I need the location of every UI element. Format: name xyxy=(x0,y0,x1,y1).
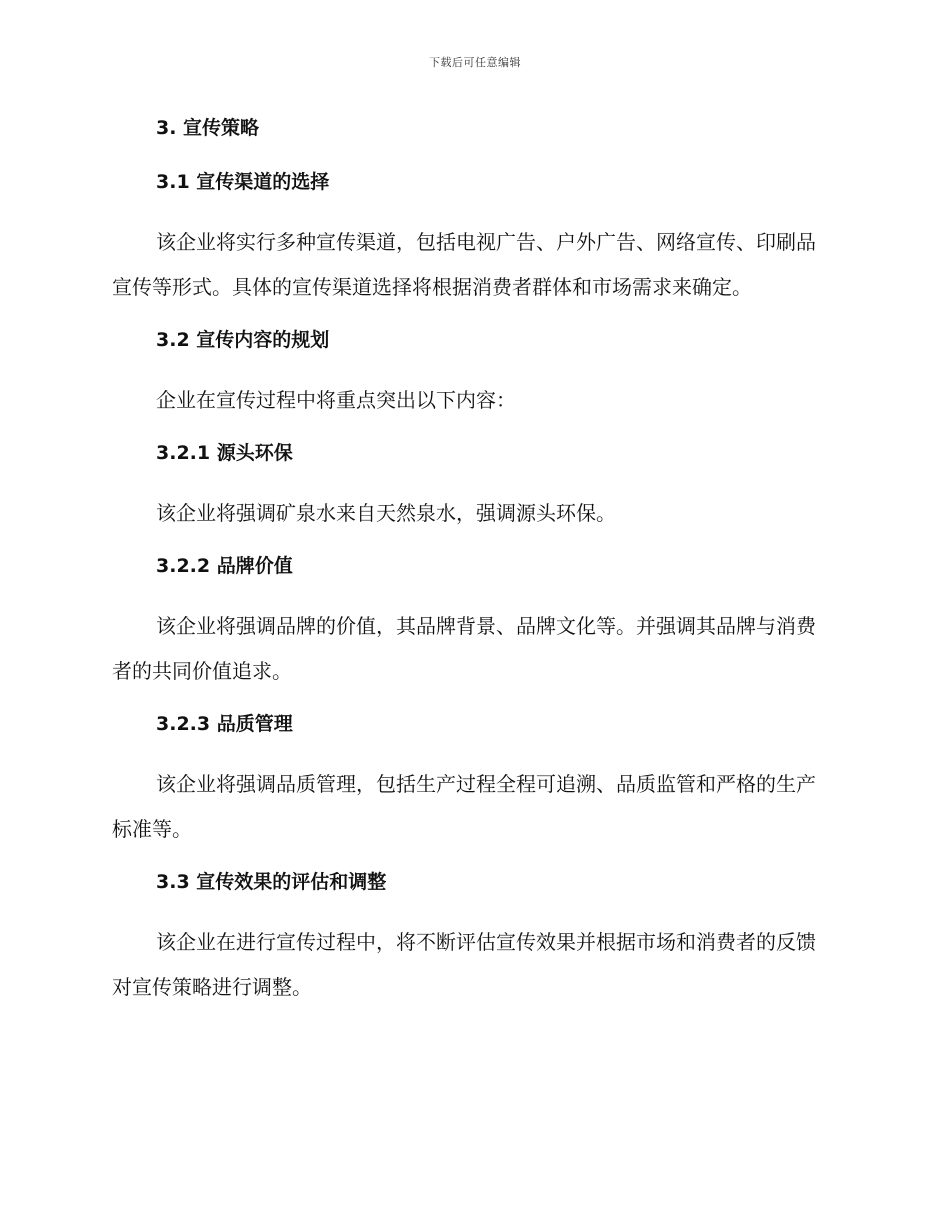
section-3-1-body: 该企业将实行多种宣传渠道，包括电视广告、户外广告、网络宣传、印刷品宣传等形式。具体的宣传渠道选择将根据消费者群体和市场需求来确定。 xyxy=(112,230,816,299)
spacer xyxy=(112,198,832,220)
spacer xyxy=(112,898,832,920)
spacer xyxy=(112,582,832,604)
section-3-3-body: 该企业在进行宣传过程中，将不断评估宣传效果并根据市场和消费者的反馈对宣传策略进行调整。 xyxy=(112,930,816,999)
section-3-3-title: 3.3 宣传效果的评估和调整 xyxy=(156,871,387,893)
header-note: 下载后可任意编辑 xyxy=(429,56,521,69)
section-3-2-3-title: 3.2.3 品质管理 xyxy=(156,713,293,735)
section-3-title: 3. 宣传策略 xyxy=(156,117,260,139)
section-3-2-body: 企业在宣传过程中将重点突出以下内容： xyxy=(156,388,516,412)
section-3-2-2-body: 该企业将强调品牌的价值，其品牌背景、品牌文化等。并强调其品牌与消费者的共同价值追求。 xyxy=(112,614,816,683)
spacer xyxy=(112,423,832,437)
document-content xyxy=(112,112,832,1010)
section-3-1-title: 3.1 宣传渠道的选择 xyxy=(156,171,330,193)
section-3-2-2-title: 3.2.2 品牌价值 xyxy=(156,555,293,577)
section-3-2-1-title: 3.2.1 源头环保 xyxy=(156,442,293,464)
spacer xyxy=(112,536,832,550)
spacer xyxy=(112,694,832,708)
spacer xyxy=(112,356,832,378)
spacer xyxy=(112,852,832,866)
spacer xyxy=(112,469,832,491)
spacer xyxy=(112,144,832,166)
section-3-2-title: 3.2 宣传内容的规划 xyxy=(156,329,330,351)
spacer xyxy=(112,310,832,324)
section-3-2-3-body: 该企业将强调品质管理，包括生产过程全程可追溯、品质监管和严格的生产标准等。 xyxy=(112,772,816,841)
spacer xyxy=(112,740,832,762)
section-3-2-1-body: 该企业将强调矿泉水来自天然泉水，强调源头环保。 xyxy=(156,501,616,525)
